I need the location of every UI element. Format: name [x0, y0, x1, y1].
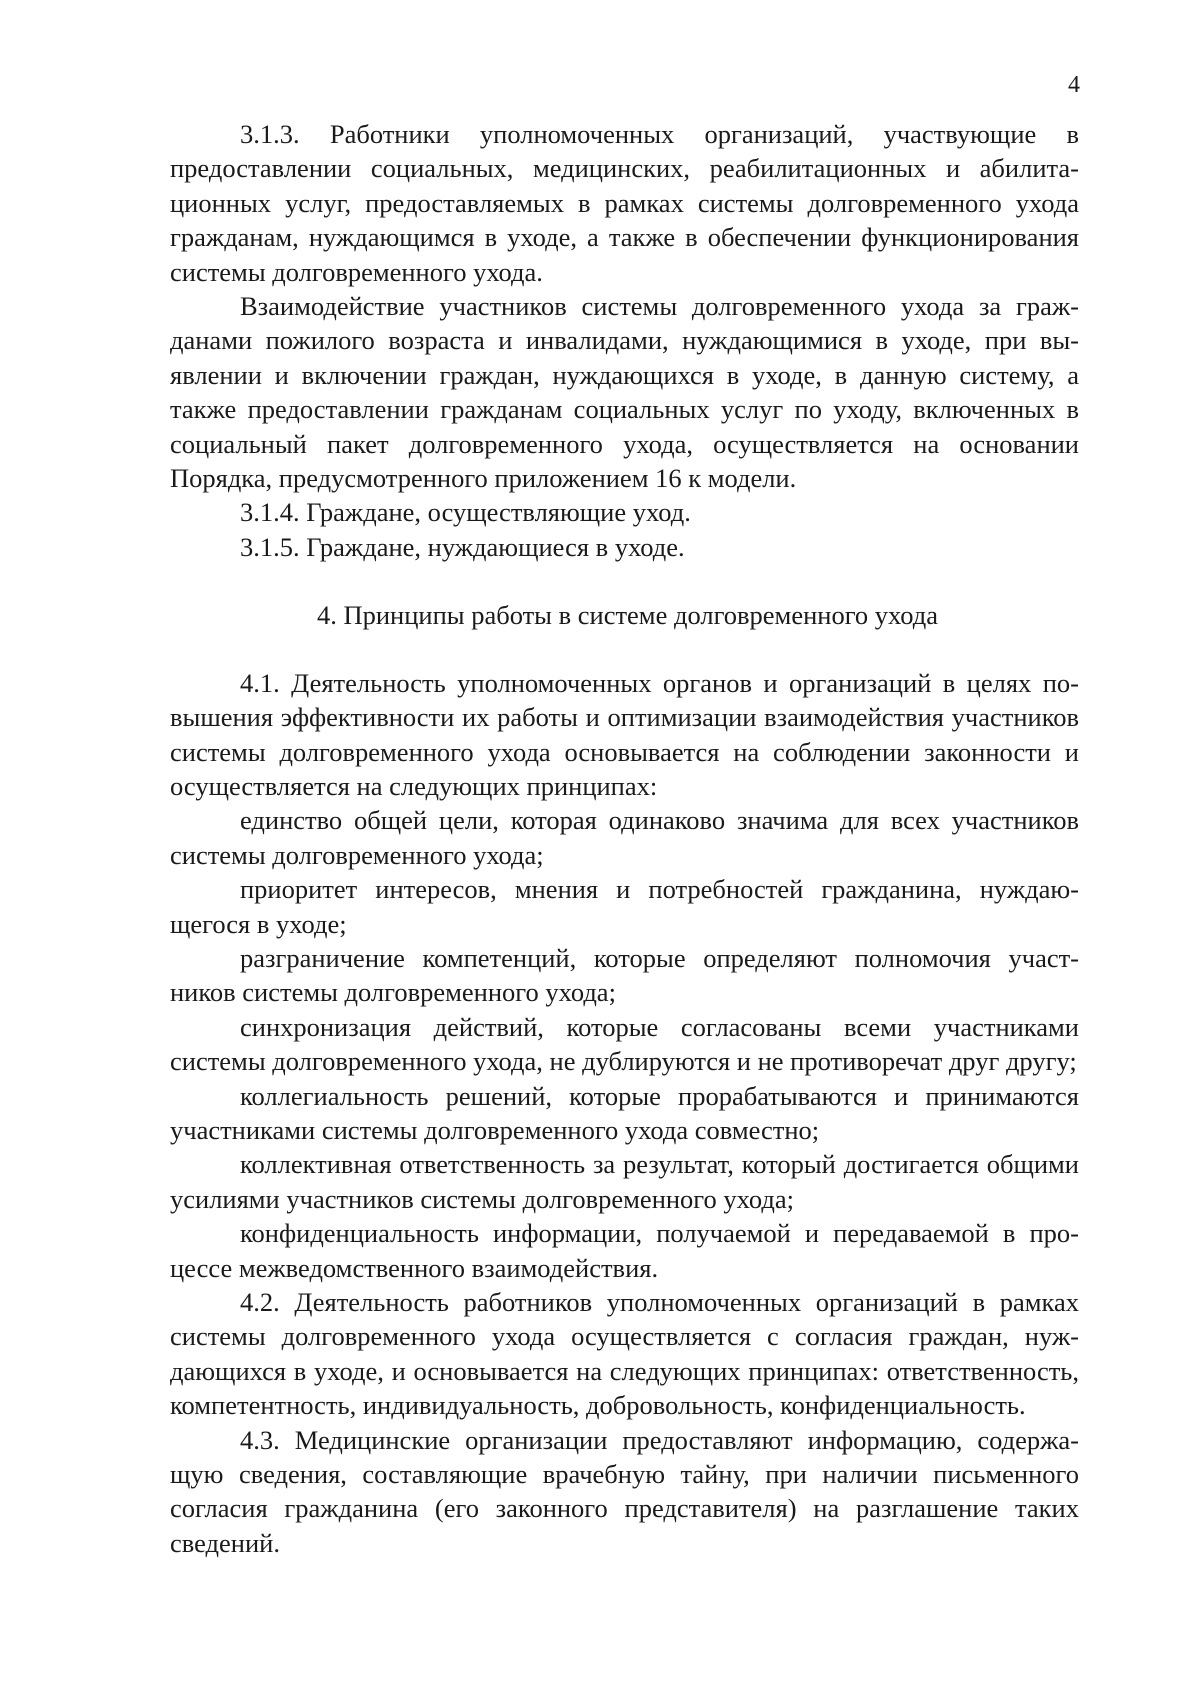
paragraph-4-3: 4.3. Медицинские организации предоставляют информацию, содержащую сведения, составляющие врачебную тайну, при наличии письменного согласия гражданина (его законного представителя) на разглашение таких сведений. [170, 1424, 1079, 1558]
principle-synchronization: синхронизация действий, которые согласованы всеми участниками системы долговременного ухода, не дублируются и не противоречат друг другу; [170, 1011, 1079, 1077]
principle-competence: разграничение компетенций, которые определяют полномочия участников системы долговременного ухода; [170, 942, 1079, 1008]
paragraph-interaction: Взаимодействие участников системы долговременного ухода за гражданами пожилого возраста и инвалидами, нуждающимися в уходе, при выявлении и включении граждан, нуждающихся в уходе, в данную систему, а также предоставлении гражданам социальных услуг по уходу, включенных в социальный пакет долговременного ухода, осуществляется на основании Порядка, предусмотренного приложением 16 к модели. [170, 291, 1079, 494]
paragraph-3-1-4: 3.1.4. Граждане, осуществляющие уход. [240, 497, 691, 528]
paragraph-4-1: 4.1. Деятельность уполномоченных органов и организаций в целях повышения эффективности их работы и оптимизации взаимодействия участников системы долговременного ухода основывается на соблюдении законности и осуществляется на следующих принципах: [170, 667, 1079, 801]
section-heading: 4. Принципы работы в системе долговременного ухода [316, 600, 939, 631]
principle-unity: единство общей цели, которая одинаково значима для всех участников системы долговременного ухода; [170, 805, 1079, 870]
principle-confidentiality: конфиденциальность информации, получаемой и передаваемой в процессе межведомственного взаимодействия. [170, 1218, 1079, 1283]
paragraph-3-1-3: 3.1.3. Работники уполномоченных организаций, участвующие в предоставлении социальных, медицинских, реабилитационных и абилитационных услуг, предоставляемых в рамках системы долговременного ухода гражданам, нуждающимся в уходе, а также в обеспечении функционирования системы долговременного ухода. [170, 119, 1079, 287]
document-body [170, 117, 1079, 1560]
paragraph-3-1-5: 3.1.5. Граждане, нуждающиеся в уходе. [240, 531, 685, 562]
principle-collegiality: коллегиальность решений, которые прорабатываются и принимаются участниками системы долговременного ухода совместно; [170, 1080, 1079, 1145]
principle-responsibility: коллективная ответственность за результат, который достигается общими усилиями участников системы долговременного ухода; [170, 1149, 1079, 1214]
page-number: 4 [1068, 72, 1080, 98]
principle-priority: приоритет интересов, мнения и потребностей гражданина, нуждающегося в уходе; [170, 874, 1079, 939]
paragraph-4-2: 4.2. Деятельность работников уполномоченных организаций в рамках системы долговременного ухода осуществляется с согласия граждан, нуждающихся в уходе, и основывается на следующих принципах: ответственность, компетентность, индивидуальность, добровольность, конфиденциальность. [170, 1287, 1079, 1421]
